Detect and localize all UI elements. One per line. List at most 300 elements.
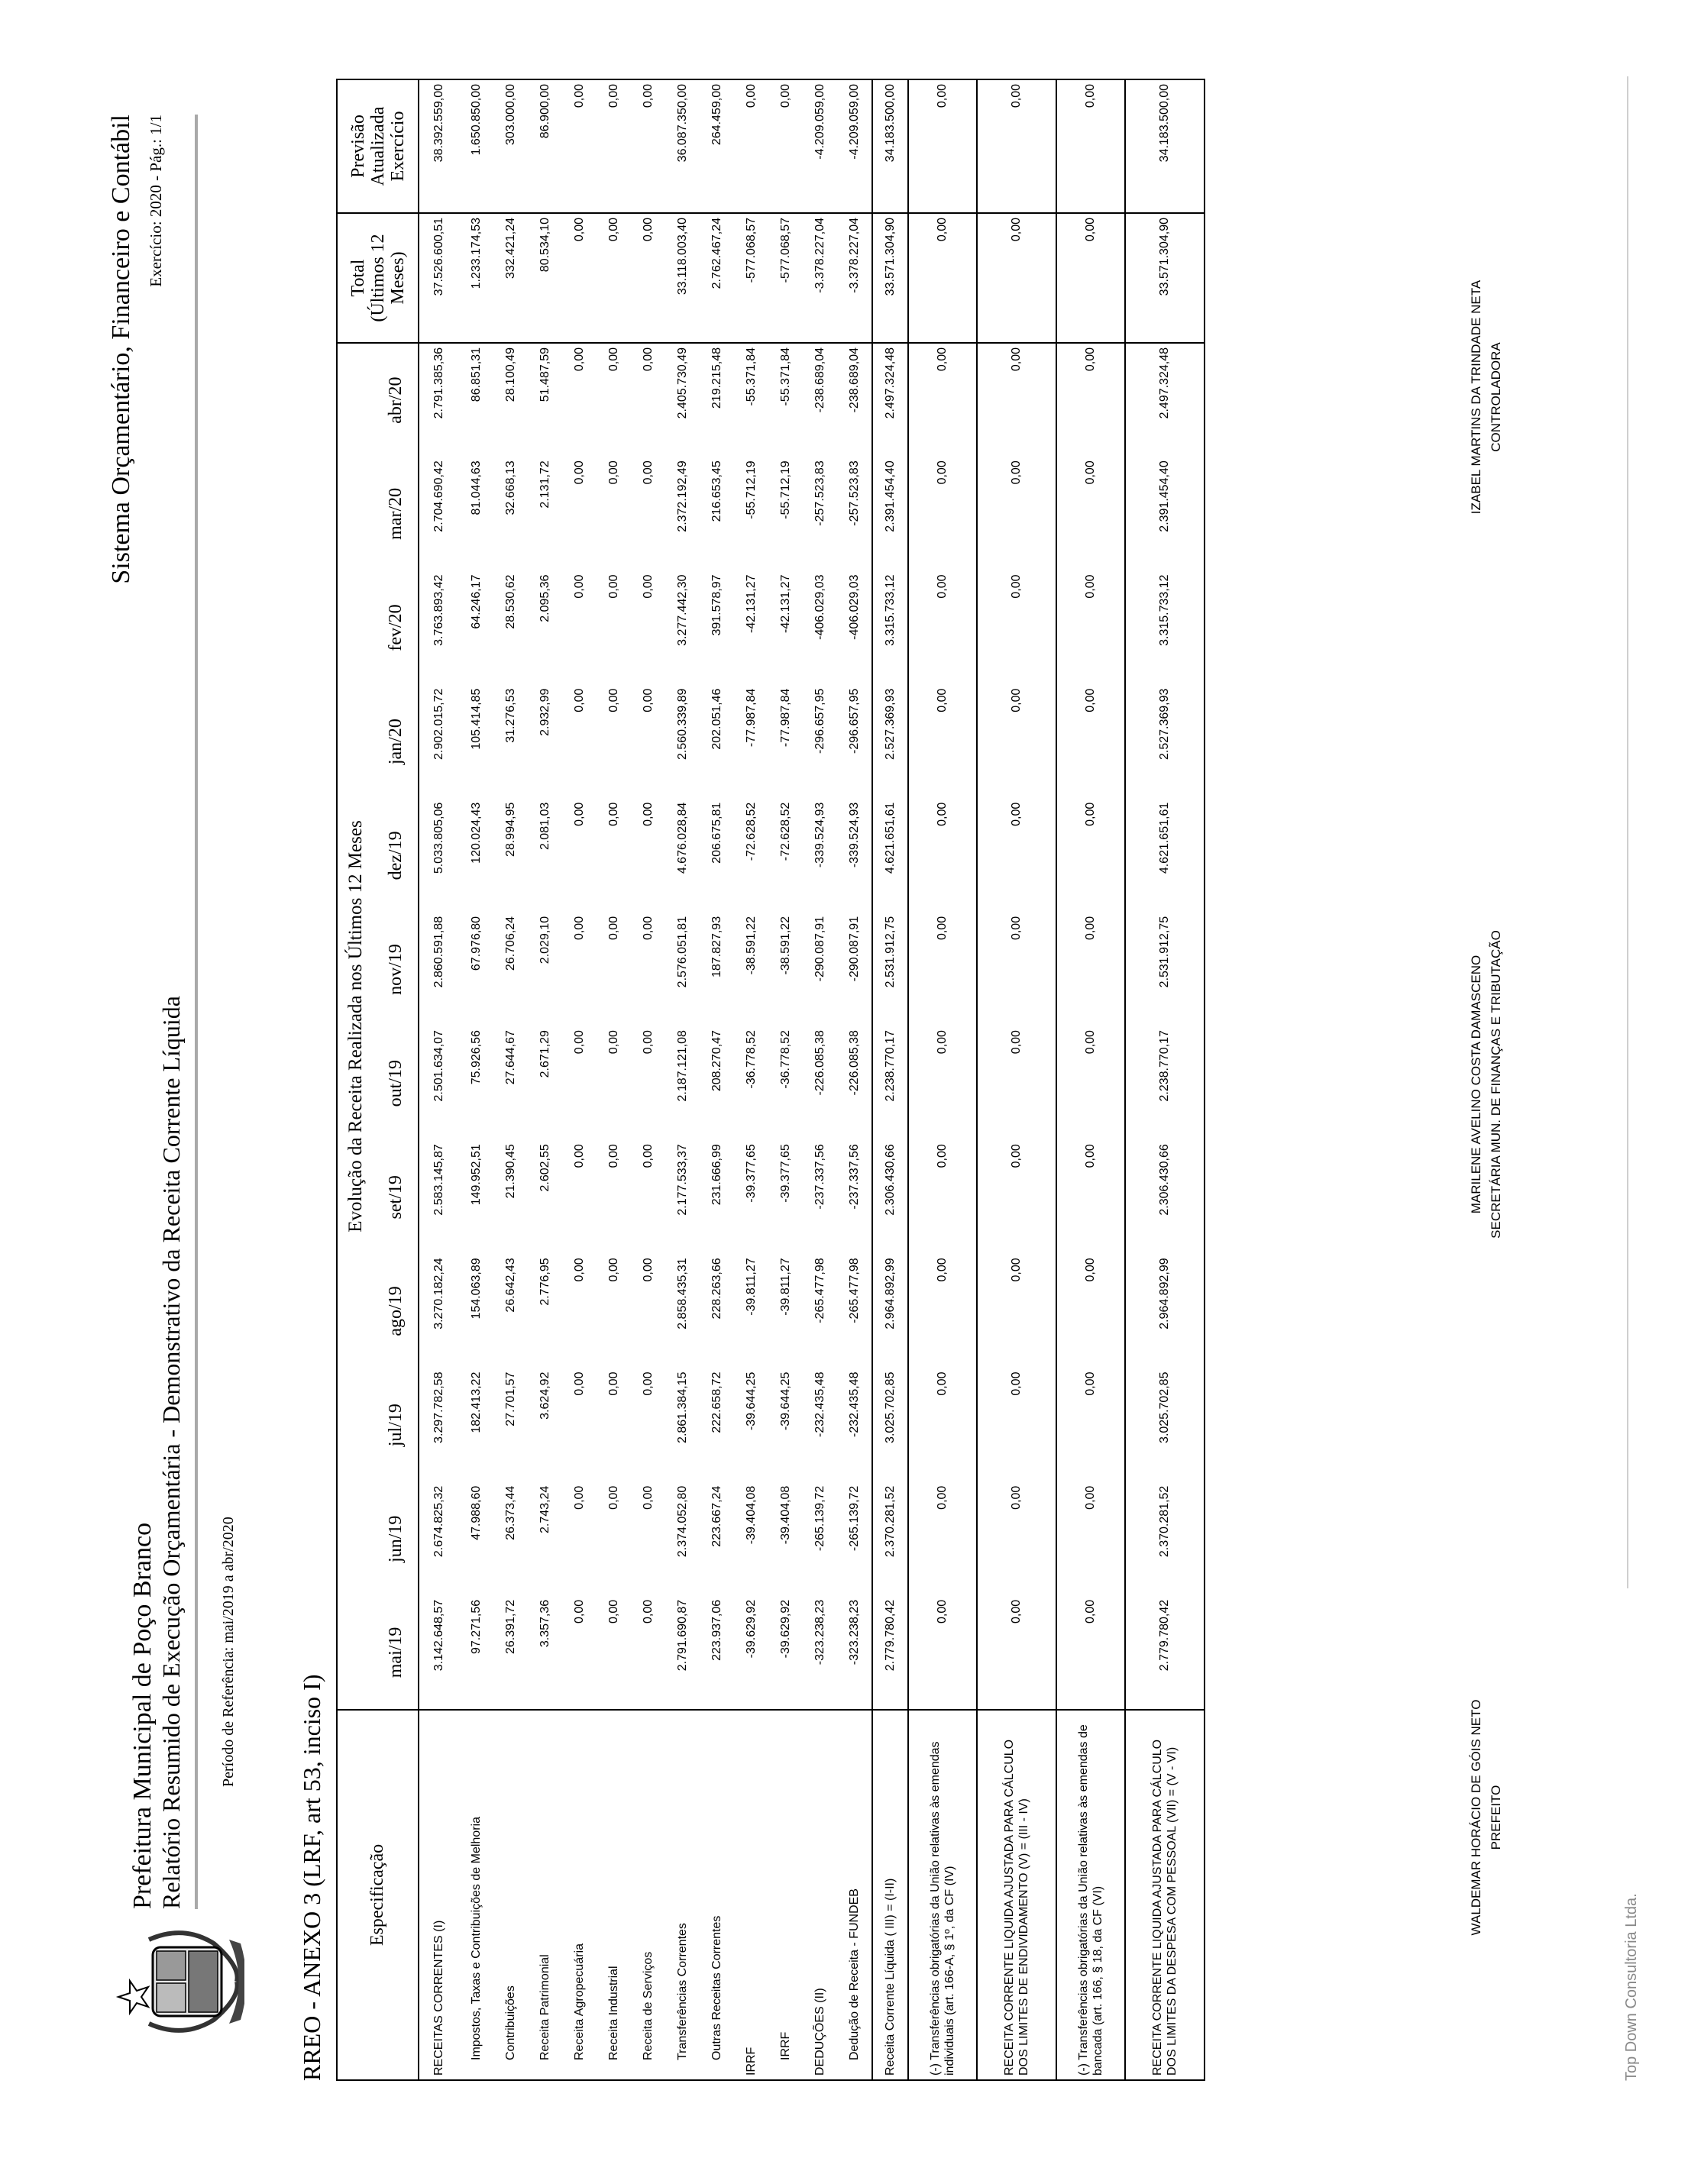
month-value-cell: 202.051,46 — [710, 688, 723, 750]
table-row — [528, 79, 562, 2080]
month-value-cell: 222.658,72 — [710, 1371, 723, 1433]
month-value-cell: 0,00 — [606, 688, 620, 712]
month-value-cell: 0,00 — [572, 1371, 586, 1396]
forecast-value-cell: -4.209.059,00 — [837, 79, 872, 213]
month-value-cell: 0,00 — [977, 1254, 1056, 1368]
month-value-cell: 0,00 — [572, 1144, 586, 1168]
footer-company: Top Down Consultoria Ltda. — [1623, 1893, 1640, 2081]
total-value-cell: 0,00 — [977, 213, 1056, 343]
month-value-cell: 0,00 — [641, 1144, 655, 1168]
total-value-cell: -577.068,57 — [768, 213, 803, 343]
table-row — [803, 79, 837, 2080]
month-value-cell: -36.778,52 — [778, 1030, 792, 1089]
month-header: mai/19 — [374, 1596, 419, 1710]
forecast-header-line: Previsão — [348, 115, 368, 178]
month-value-cell: -38.591,22 — [744, 916, 758, 975]
table-row — [768, 79, 803, 2080]
rcl-table-body — [419, 79, 1205, 2080]
month-value-cell: 4.621.651,61 — [1125, 799, 1205, 913]
month-value-cell: 0,00 — [908, 570, 977, 684]
month-value-cell: 0,00 — [977, 1596, 1056, 1710]
month-value-cell: 0,00 — [1056, 1254, 1125, 1368]
row-label: Contribuições — [493, 1710, 528, 2080]
month-value-cell: 2.306.430,66 — [872, 1140, 908, 1254]
month-value-cell: -265.139,72 — [847, 1485, 861, 1552]
month-value-cell: 2.583.145,87 — [432, 1144, 445, 1216]
signature-role: CONTROLADORA — [1489, 342, 1503, 452]
forecast-header-line: Atualizada — [367, 106, 388, 186]
month-value-cell: 27.644,67 — [503, 1030, 517, 1085]
month-value-cell: 0,00 — [606, 1485, 620, 1510]
month-header: nov/19 — [374, 913, 419, 1026]
total-value-cell: 332.421,24 — [493, 213, 528, 343]
month-value-cell: 219.215,48 — [700, 343, 734, 457]
month-value-cell: 391.578,97 — [710, 574, 723, 636]
month-value-cell: 0,00 — [606, 574, 620, 599]
month-value-cell: -257.523,83 — [847, 460, 861, 526]
exercise-page-info: Exercício: 2020 - Pág.: 1/1 — [147, 115, 165, 287]
month-value-cell: 0,00 — [641, 1485, 655, 1510]
month-value-cell: 0,00 — [908, 799, 977, 913]
month-value-cell: 28.530,62 — [503, 574, 517, 629]
month-value-cell: -39.377,65 — [778, 1144, 792, 1203]
month-value-cell: 3.763.893,42 — [432, 574, 445, 646]
month-value-cell: 2.405.730,49 — [665, 343, 700, 457]
table-row — [837, 79, 872, 2080]
month-value-cell: 32.668,13 — [503, 460, 517, 515]
month-value-cell: 97.271,56 — [469, 1599, 483, 1655]
month-value-cell: 2.081,03 — [538, 802, 551, 851]
forecast-value-cell: 0,00 — [768, 79, 803, 213]
row-label: Impostos, Taxas e Contribuições de Melhoria — [459, 1710, 493, 2080]
month-value-cell: 206.675,81 — [710, 802, 723, 864]
month-value-cell: 2.858.435,31 — [675, 1258, 689, 1329]
row-label: RECEITAS CORRENTES (I) — [419, 1710, 459, 2080]
month-value-cell: 0,00 — [572, 460, 586, 485]
month-value-cell: 2.177.533,37 — [675, 1144, 689, 1216]
month-header: jul/19 — [374, 1368, 419, 1482]
month-value-cell: 120.024,43 — [469, 802, 483, 864]
forecast-header-line: Exercício — [387, 111, 408, 182]
month-value-cell: 2.674.825,32 — [432, 1485, 445, 1558]
month-value-cell: 0,00 — [606, 802, 620, 826]
signature-mayor — [1466, 1604, 1506, 2031]
system-title: Sistema Orçamentário, Financeiro e Contábil — [107, 115, 135, 584]
table-row — [1056, 79, 1125, 2080]
table-row — [908, 79, 977, 2080]
month-value-cell: 2.029,10 — [538, 916, 551, 964]
table-row — [700, 79, 734, 2080]
month-value-cell: 28.100,49 — [493, 343, 528, 457]
month-value-cell: 0,00 — [977, 1026, 1056, 1140]
month-value-cell: -232.435,48 — [847, 1371, 861, 1437]
total-value-cell: 2.762.467,24 — [700, 213, 734, 343]
month-header: mar/20 — [374, 457, 419, 570]
row-label: Receita Agropecuária — [562, 1710, 597, 2080]
month-value-cell: 182.413,22 — [469, 1371, 483, 1433]
signature-role: PREFEITO — [1489, 1785, 1503, 1850]
month-value-cell: 3.277.442,30 — [675, 574, 689, 646]
month-value-cell: 0,00 — [641, 1371, 655, 1396]
month-value-cell: 0,00 — [977, 799, 1056, 913]
month-value-cell: 31.276,53 — [503, 688, 517, 743]
row-label: Transferências Correntes — [665, 1710, 700, 2080]
forecast-value-cell: 264.459,00 — [700, 79, 734, 213]
table-row — [493, 79, 528, 2080]
month-value-cell: -232.435,48 — [813, 1371, 826, 1437]
month-value-cell: 3.297.782,58 — [432, 1371, 445, 1443]
month-value-cell: -55.371,84 — [734, 343, 768, 457]
month-value-cell: 5.033.805,06 — [432, 802, 445, 874]
month-value-cell: 2.576.051,81 — [675, 916, 689, 988]
signature-finance-secretary — [1466, 794, 1506, 1375]
month-value-cell: 2.370.281,52 — [872, 1482, 908, 1596]
month-value-cell: 223.667,24 — [710, 1485, 723, 1547]
month-value-cell: 2.527.369,93 — [1125, 685, 1205, 799]
month-value-cell: 0,00 — [1056, 913, 1125, 1026]
month-value-cell: 0,00 — [977, 685, 1056, 799]
month-header: dez/19 — [374, 799, 419, 913]
month-value-cell: -39.404,08 — [778, 1485, 792, 1545]
total-value-cell: 0,00 — [631, 213, 665, 343]
month-value-cell: 216.653,45 — [710, 460, 723, 522]
month-value-cell: -55.712,19 — [744, 460, 758, 519]
total-value-cell: -3.378.227,04 — [837, 213, 872, 343]
month-value-cell: 0,00 — [641, 1258, 655, 1282]
month-value-cell: 0,00 — [908, 685, 977, 799]
month-value-cell: 0,00 — [572, 916, 586, 941]
month-value-cell: 0,00 — [908, 1596, 977, 1710]
month-value-cell: 2.391.454,40 — [1125, 457, 1205, 570]
month-value-cell: -237.337,56 — [847, 1144, 861, 1210]
month-value-cell: 0,00 — [977, 1368, 1056, 1482]
month-value-cell: -39.811,27 — [778, 1258, 792, 1316]
month-value-cell: 2.391.454,40 — [872, 457, 908, 570]
signature-name: MARILENE AVELINO COSTA DAMASCENO — [1469, 955, 1483, 1214]
month-value-cell: 3.315.733,12 — [872, 570, 908, 684]
month-value-cell: 0,00 — [572, 688, 586, 712]
month-value-cell: -39.404,08 — [744, 1485, 758, 1545]
month-value-cell: -55.371,84 — [768, 343, 803, 457]
month-value-cell: 2.743,24 — [538, 1485, 551, 1533]
month-value-cell: 2.860.591,88 — [432, 916, 445, 988]
month-value-cell: 2.560.339,89 — [675, 688, 689, 761]
month-value-cell: 0,00 — [908, 1482, 977, 1596]
month-value-cell: -38.591,22 — [778, 916, 792, 975]
forecast-value-cell: 0,00 — [562, 79, 597, 213]
month-value-cell: -39.377,65 — [744, 1144, 758, 1203]
forecast-value-cell: 86.900,00 — [528, 79, 562, 213]
month-value-cell: -72.628,52 — [744, 802, 758, 861]
month-value-cell: -323.238,23 — [813, 1599, 826, 1665]
forecast-value-cell: 34.183.500,00 — [872, 79, 908, 213]
month-value-cell: 2.131,72 — [538, 460, 551, 509]
month-value-cell: 0,00 — [606, 916, 620, 941]
table-row — [419, 79, 459, 2080]
org-title: Prefeitura Municipal de Poço Branco — [128, 1522, 157, 1909]
month-header: set/19 — [374, 1140, 419, 1254]
month-value-cell: 0,00 — [908, 1026, 977, 1140]
month-value-cell: 0,00 — [606, 1030, 620, 1055]
month-value-cell: 26.391,72 — [503, 1599, 517, 1655]
month-value-cell: 0,00 — [908, 913, 977, 1026]
reference-period: Período de Referência: mai/2019 a abr/2020 — [220, 1517, 237, 1787]
month-value-cell: 2.531.912,75 — [1125, 913, 1205, 1026]
month-value-cell: 0,00 — [1056, 457, 1125, 570]
spec-header: Especificação — [337, 1710, 419, 2080]
forecast-header — [337, 79, 419, 213]
forecast-value-cell: 0,00 — [1056, 79, 1125, 213]
month-value-cell: -339.524,93 — [847, 802, 861, 868]
month-value-cell: -42.131,27 — [744, 574, 758, 633]
month-value-cell: 2.964.892,99 — [1125, 1254, 1205, 1368]
footer-divider — [1627, 76, 1628, 1588]
month-value-cell: 0,00 — [641, 688, 655, 712]
month-value-cell: -39.644,25 — [744, 1371, 758, 1431]
row-label: Receita de Serviços — [631, 1710, 665, 2080]
rcl-table — [336, 79, 1205, 2081]
month-value-cell: 231.666,99 — [710, 1144, 723, 1206]
signature-name: IZABEL MARTINS DA TRINDADE NETA — [1469, 279, 1483, 515]
month-value-cell: 2.671,29 — [538, 1030, 551, 1078]
total-header — [337, 213, 419, 343]
month-value-cell: 0,00 — [606, 1599, 620, 1623]
month-value-cell: 2.964.892,99 — [872, 1254, 908, 1368]
municipal-coat-of-arms-icon — [115, 1924, 244, 2039]
month-value-cell: 105.414,85 — [469, 688, 483, 750]
month-header: ago/19 — [374, 1254, 419, 1368]
month-value-cell: -55.712,19 — [778, 460, 792, 519]
month-value-cell: 0,00 — [1056, 1140, 1125, 1254]
month-value-cell: 2.238.770,17 — [1125, 1026, 1205, 1140]
month-value-cell: 0,00 — [908, 457, 977, 570]
month-value-cell: 3.025.702,85 — [872, 1368, 908, 1482]
month-value-cell: 2.372.192,49 — [675, 460, 689, 532]
month-value-cell: 2.602,55 — [538, 1144, 551, 1192]
row-label: (-) Transferências obrigatórias da União relativas às emendas de bancada (art. 166, § 18, da CF (VI) — [1056, 1710, 1125, 2080]
row-label: IRRF — [768, 1710, 803, 2080]
month-value-cell: 2.531.912,75 — [872, 913, 908, 1026]
month-value-cell: 2.704.690,42 — [432, 460, 445, 532]
month-header: jan/20 — [374, 685, 419, 799]
month-value-cell: -39.811,27 — [744, 1258, 758, 1316]
month-value-cell: 2.306.430,66 — [1125, 1140, 1205, 1254]
month-value-cell: 0,00 — [572, 1485, 586, 1510]
month-value-cell: 26.706,24 — [503, 916, 517, 971]
month-value-cell: 0,00 — [1056, 799, 1125, 913]
table-row — [562, 79, 597, 2080]
total-value-cell: 33.571.304,90 — [872, 213, 908, 343]
row-label: Receita Patrimonial — [528, 1710, 562, 2080]
month-value-cell: -39.644,25 — [778, 1371, 792, 1431]
evolution-group-header: Evolução da Receita Realizada nos Últimos 12 Meses — [337, 343, 374, 1710]
total-header-line: Meses) — [387, 251, 408, 305]
forecast-value-cell: 36.087.350,00 — [665, 79, 700, 213]
month-value-cell: 28.994,95 — [503, 802, 517, 857]
row-label: RECEITA CORRENTE LIQUIDA AJUSTADA PARA CÁLCULO DOS LIMITES DE ENDIVIDAMENTO (V) = (III - IV) — [977, 1710, 1056, 2080]
month-value-cell: 0,00 — [908, 1254, 977, 1368]
month-value-cell: -237.337,56 — [813, 1144, 826, 1210]
row-label: IRRF — [734, 1710, 768, 2080]
signature-name: WALDEMAR HORÁCIO DE GÓIS NETO — [1469, 1699, 1483, 1936]
month-value-cell: 2.497.324,48 — [1125, 343, 1205, 457]
month-value-cell: 223.937,06 — [710, 1599, 723, 1661]
row-label: Receita Industrial — [597, 1710, 631, 2080]
month-value-cell: 67.976,80 — [469, 916, 483, 971]
month-value-cell: 0,00 — [606, 1144, 620, 1168]
month-value-cell: 2.791.690,87 — [675, 1599, 689, 1672]
month-value-cell: 0,00 — [606, 1258, 620, 1282]
forecast-value-cell: 0,00 — [734, 79, 768, 213]
month-value-cell: 2.238.770,17 — [872, 1026, 908, 1140]
month-value-cell: -36.778,52 — [744, 1030, 758, 1089]
row-label: Dedução de Receita - FUNDEB — [837, 1710, 872, 2080]
month-value-cell: -406.029,03 — [847, 574, 861, 640]
total-value-cell: 33.571.304,90 — [1125, 213, 1205, 343]
month-value-cell: 0,00 — [1056, 685, 1125, 799]
month-value-cell: 2.779.780,42 — [1125, 1596, 1205, 1710]
title-divider — [195, 115, 198, 1909]
total-value-cell: 33.118.003,40 — [665, 213, 700, 343]
month-value-cell: 228.263,66 — [710, 1258, 723, 1320]
month-value-cell: 0,00 — [977, 343, 1056, 457]
month-value-cell: 3.315.733,12 — [1125, 570, 1205, 684]
month-value-cell: -257.523,83 — [813, 460, 826, 526]
month-value-cell: 0,00 — [641, 460, 655, 485]
month-value-cell: -238.689,04 — [803, 343, 837, 457]
month-value-cell: -290.087,91 — [847, 916, 861, 982]
month-value-cell: -323.238,23 — [847, 1599, 861, 1665]
month-value-cell: 0,00 — [1056, 1596, 1125, 1710]
month-value-cell: -72.628,52 — [778, 802, 792, 861]
total-value-cell: 0,00 — [597, 213, 631, 343]
report-title: Relatório Resumido de Execução Orçamentária - Demonstrativo da Receita Corrente Líquida — [157, 996, 185, 1909]
row-label: Outras Receitas Correntes — [700, 1710, 734, 2080]
month-value-cell: -296.657,95 — [813, 688, 826, 754]
total-value-cell: -577.068,57 — [734, 213, 768, 343]
month-value-cell: 4.676.028,84 — [675, 802, 689, 874]
table-row — [1125, 79, 1205, 2080]
forecast-value-cell: -4.209.059,00 — [803, 79, 837, 213]
total-value-cell: 1.233.174,53 — [459, 213, 493, 343]
month-value-cell: 0,00 — [572, 1599, 586, 1623]
forecast-value-cell: 0,00 — [908, 79, 977, 213]
month-value-cell: 0,00 — [572, 1258, 586, 1282]
month-value-cell: 208.270,47 — [710, 1030, 723, 1092]
month-value-cell: 2.501.634,07 — [432, 1030, 445, 1102]
month-value-cell: 2.370.281,52 — [1125, 1482, 1205, 1596]
month-value-cell: 0,00 — [572, 802, 586, 826]
month-value-cell: 0,00 — [641, 916, 655, 941]
month-value-cell: -238.689,04 — [837, 343, 872, 457]
month-value-cell: 0,00 — [606, 1371, 620, 1396]
forecast-value-cell: 1.650.850,00 — [459, 79, 493, 213]
month-value-cell: 81.044,63 — [469, 460, 483, 515]
month-value-cell: 27.701,57 — [503, 1371, 517, 1426]
month-value-cell: 3.357,36 — [538, 1599, 551, 1648]
month-value-cell: 0,00 — [977, 913, 1056, 1026]
month-value-cell: 0,00 — [908, 1140, 977, 1254]
annex-title: RREO - ANEXO 3 (LRF, art 53, inciso I) — [298, 1674, 325, 2081]
month-value-cell: 3.025.702,85 — [1125, 1368, 1205, 1482]
total-value-cell: 0,00 — [562, 213, 597, 343]
row-label: RECEITA CORRENTE LIQUIDA AJUSTADA PARA CÁLCULO DOS LIMITES DA DESPESA COM PESSOAL (VII) = (V - VI) — [1125, 1710, 1205, 2080]
month-value-cell: 3.142.648,57 — [432, 1599, 445, 1672]
month-value-cell: -406.029,03 — [813, 574, 826, 640]
month-value-cell: 0,00 — [597, 343, 631, 457]
month-value-cell: 0,00 — [977, 1482, 1056, 1596]
total-value-cell: 37.526.600,51 — [419, 213, 459, 343]
month-value-cell: 2.779.780,42 — [872, 1596, 908, 1710]
month-value-cell: -290.087,91 — [813, 916, 826, 982]
table-row — [665, 79, 700, 2080]
month-value-cell: 47.988,60 — [469, 1485, 483, 1540]
table-row — [977, 79, 1056, 2080]
forecast-value-cell: 0,00 — [631, 79, 665, 213]
total-value-cell: 0,00 — [1056, 213, 1125, 343]
month-value-cell: 2.374.052,80 — [675, 1485, 689, 1558]
month-value-cell: 0,00 — [977, 457, 1056, 570]
month-value-cell: 0,00 — [572, 1030, 586, 1055]
table-row — [872, 79, 908, 2080]
table-row — [631, 79, 665, 2080]
month-header: out/19 — [374, 1026, 419, 1140]
month-value-cell: 2.497.324,48 — [872, 343, 908, 457]
month-value-cell: 0,00 — [977, 1140, 1056, 1254]
month-value-cell: 0,00 — [641, 802, 655, 826]
month-value-cell: 0,00 — [631, 343, 665, 457]
month-value-cell: 0,00 — [908, 1368, 977, 1482]
row-label: DEDUÇÕES (II) — [803, 1710, 837, 2080]
month-value-cell: -77.987,84 — [744, 688, 758, 748]
month-header: jun/19 — [374, 1482, 419, 1596]
forecast-value-cell: 0,00 — [977, 79, 1056, 213]
month-value-cell: 86.851,31 — [459, 343, 493, 457]
table-row — [734, 79, 768, 2080]
month-value-cell: 2.776,95 — [538, 1258, 551, 1306]
forecast-value-cell: 303.000,00 — [493, 79, 528, 213]
month-value-cell: 0,00 — [641, 1030, 655, 1055]
month-value-cell: 0,00 — [1056, 1482, 1125, 1596]
month-value-cell: 64.246,17 — [469, 574, 483, 629]
month-value-cell: 4.621.651,61 — [872, 799, 908, 913]
month-value-cell: 187.827,93 — [710, 916, 723, 977]
total-value-cell: 0,00 — [908, 213, 977, 343]
month-value-cell: 149.952,51 — [469, 1144, 483, 1206]
month-value-cell: 0,00 — [1056, 1368, 1125, 1482]
month-value-cell: -226.085,38 — [847, 1030, 861, 1096]
month-value-cell: 0,00 — [908, 343, 977, 457]
total-header-line: (Últimos 12 — [367, 234, 388, 322]
month-value-cell: 0,00 — [1056, 1026, 1125, 1140]
month-value-cell: -39.629,92 — [744, 1599, 758, 1659]
month-value-cell: 0,00 — [641, 1599, 655, 1623]
row-label: (-) Transferências obrigatórias da União relativas às emendas individuais (art. 166-A, § 1º, da CF (IV) — [908, 1710, 977, 2080]
month-header: fev/20 — [374, 570, 419, 684]
month-value-cell: 2.187.121,08 — [675, 1030, 689, 1102]
forecast-value-cell: 34.183.500,00 — [1125, 79, 1205, 213]
month-value-cell: -265.139,72 — [813, 1485, 826, 1552]
forecast-value-cell: 38.392.559,00 — [419, 79, 459, 213]
month-value-cell: 21.390,45 — [503, 1144, 517, 1199]
month-value-cell: -77.987,84 — [778, 688, 792, 748]
table-row — [459, 79, 493, 2080]
signature-controller — [1466, 183, 1506, 611]
signature-role: SECRETÁRIA MUN. DE FINANÇAS E TRIBUTAÇÃO — [1489, 930, 1503, 1239]
month-header: abr/20 — [374, 343, 419, 457]
total-value-cell: -3.378.227,04 — [803, 213, 837, 343]
table-row — [597, 79, 631, 2080]
